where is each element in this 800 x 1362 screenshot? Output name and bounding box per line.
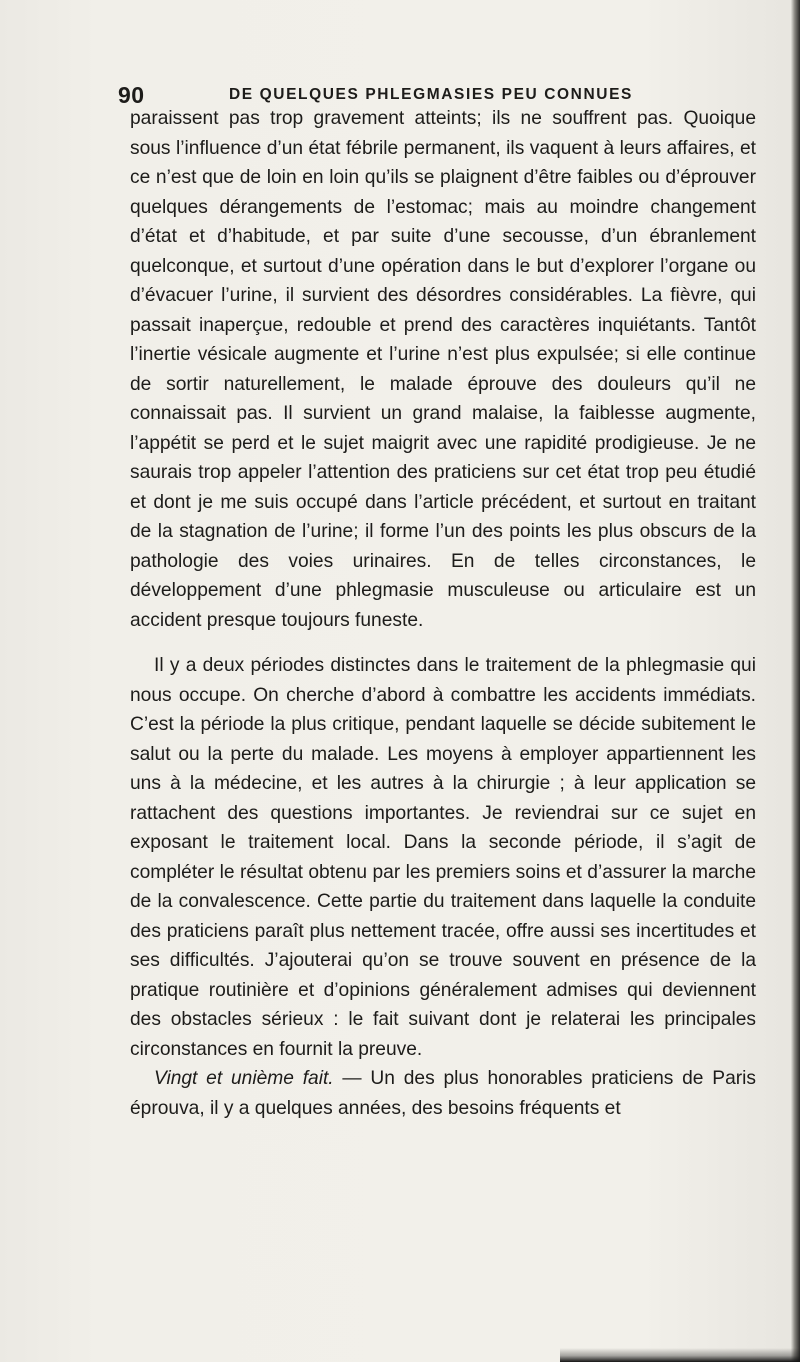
paragraph-3	[130, 1064, 756, 1123]
paragraph-2: Il y a deux périodes distinctes dans le traitement de la phlegmasie qui nous occupe. On cherche d’abord à combattre les accidents immédiats. C’est la période la plus critique, pendant laquelle se décide subitement le salut ou la perte du malade. Les moyens à employer appartiennent les uns à la médecine, et les autres à la chirurgie ; à leur application se rattachent des questions importantes. Je reviendrai sur ce sujet en exposant le traitement local. Dans la seconde période, il s’agit de compléter le résultat obtenu par les premiers soins et d’assurer la marche de la convalescence. Cette partie du traitement dans laquelle la conduite des praticiens paraît plus nettement tracée, offre aussi ses incertitudes et ses difficultés. J’ajouterai qu’on se trouve souvent en présence de la pratique routinière et d’opinions généralement admises qui deviennent des obstacles sérieux : le fait suivant dont je relaterai les principales circonstances en fournit la preuve.	[130, 655, 756, 1060]
paragraph-1: paraissent pas trop gravement atteints; ils ne souffrent pas. Quoique sous l’influence d’un état fébrile permanent, ils vaquent à leurs affaires, et ce n’est que de loin en loin qu’ils se plaignent d’être faibles ou d’éprouver quelques dérangements de l’estomac; mais au moindre changement d’état et d’habitude, et par suite d’une secousse, d’un ébranlement quelconque, et surtout d’une opération dans le but d’explorer l’organe ou d’évacuer l’urine, il survient des désordres considérables. La fièvre, qui passait inaperçue, redouble et prend des caractères inquiétants. Tantôt l’inertie vésicale augmente et l’urine n’est plus expulsée; si elle continue de sortir naturellement, le malade éprouve des douleurs qu’il ne connaissait pas. Il survient un grand malaise, la faiblesse augmente, l’appétit se perd et le sujet maigrit avec une rapidité prodigieuse. Je ne saurais trop appeler l’attention des praticiens sur cet état trop peu étudié et dont je me suis occupé dans l’article précédent, et surtout en traitant de la stagnation de l’urine; il forme l’un des points les plus obscurs de la pathologie des voies urinaires. En de telles circonstances, le développement d’une phlegmasie musculeuse ou articulaire est un accident presque toujours funeste.	[130, 108, 756, 631]
case-heading: Vingt et unième fait.	[154, 1068, 334, 1089]
running-title: DE QUELQUES PHLEGMASIES PEU CONNUES	[229, 86, 633, 103]
body-text	[130, 104, 756, 1123]
page-number: 90	[118, 82, 145, 108]
page-edge-shadow	[791, 0, 800, 1362]
paragraph-3-text: — Un des plus honorables praticiens de Paris éprouva, il y a quelques années, des besoins fréquents et	[130, 1068, 756, 1119]
page-bottom-shadow	[560, 1348, 800, 1362]
